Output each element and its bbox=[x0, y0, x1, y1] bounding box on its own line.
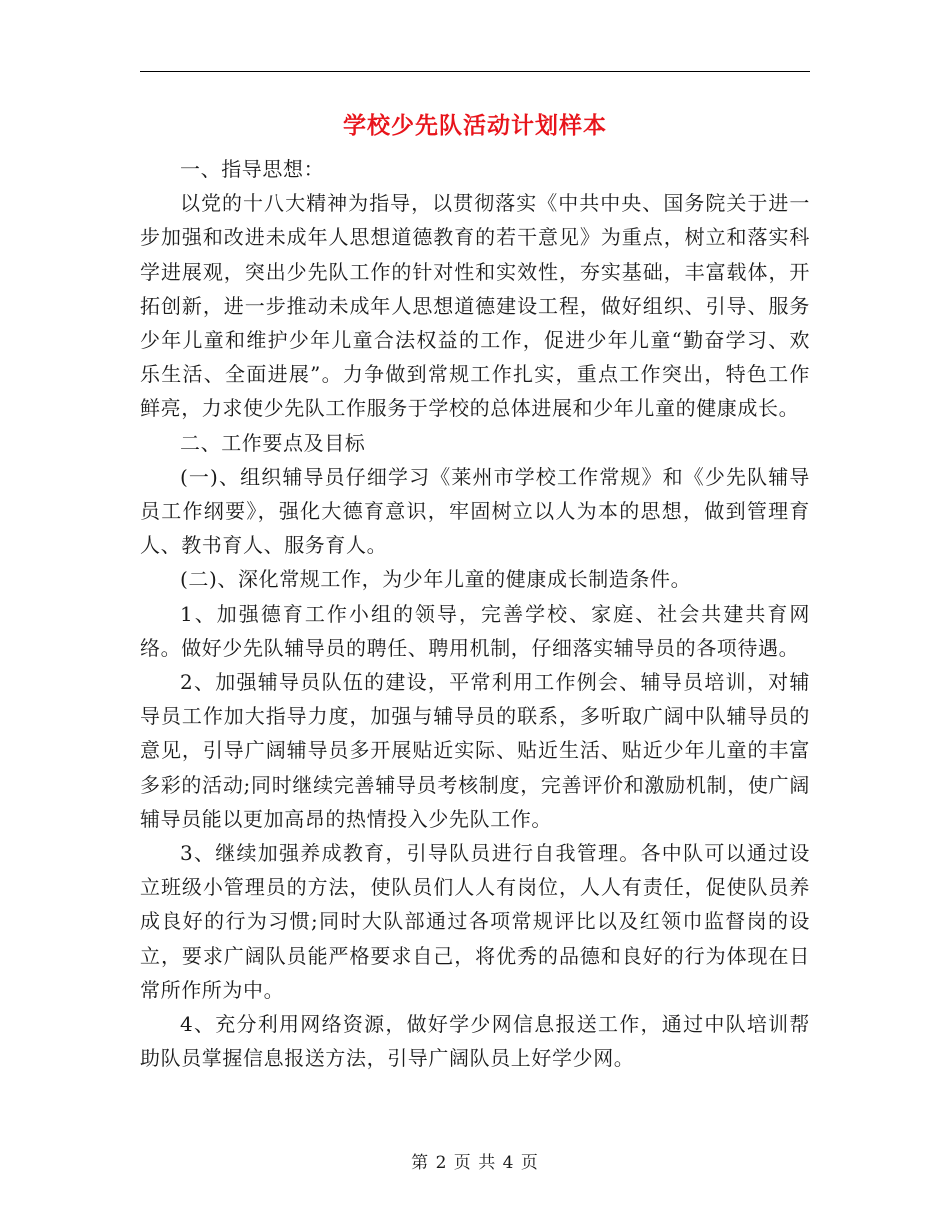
paragraph-guiding-ideology: 以党的十八大精神为指导，以贯彻落实《中共中央、国务院关于进一步加强和改进未成年人思想道德教育的若干意见》为重点，树立和落实科学进展观，突出少先队工作的针对性和实效性，夯实基础，丰富载体，开拓创新，进一步推动未成年人思想道德建设工程，做好组织、引导、服务少年儿童和维护少年儿童合法权益的工作，促进少年儿童“勤奋学习、欢乐生活、全面进展”。力争做到常规工作扎实，重点工作突出，特色工作鲜亮，力求使少先队工作服务于学校的总体进展和少年儿童的健康成长。 bbox=[140, 191, 810, 421]
paragraph-point-1: 1、加强德育工作小组的领导，完善学校、家庭、社会共建共育网络。做好少先队辅导员的聘任、聘用机制，仔细落实辅导员的各项待遇。 bbox=[140, 601, 810, 660]
document-body bbox=[140, 152, 810, 1075]
document-title: 学校少先队活动计划样本 bbox=[343, 112, 607, 139]
paragraph-point-4: 4、充分利用网络资源，做好学少网信息报送工作，通过中队培训帮助队员掌握信息报送方法，引导广阔队员上好学少网。 bbox=[140, 1012, 810, 1071]
section-heading-work-points: 二、工作要点及目标 bbox=[180, 430, 366, 455]
paragraph-point-2: 2、加强辅导员队伍的建设，平常利用工作例会、辅导员培训，对辅导员工作加大指导力度，加强与辅导员的联系，多听取广阔中队辅导员的意见，引导广阔辅导员多开展贴近实际、贴近生活、贴近少年儿童的丰富多彩的活动;同时继续完善辅导员考核制度，完善评价和激励机制，使广阔辅导员能以更加高昂的热情投入少先队工作。 bbox=[140, 670, 810, 831]
header-rule bbox=[140, 71, 810, 72]
paragraph-item-1: (一)、组织辅导员仔细学习《莱州市学校工作常规》和《少先队辅导员工作纲要》，强化大德育意识，牢固树立以人为本的思想，做到管理育人、教书育人、服务育人。 bbox=[140, 464, 810, 558]
page-number: 第 2 页 共 4 页 bbox=[411, 1153, 539, 1173]
section-heading-guiding-ideology: 一、指导思想： bbox=[180, 157, 325, 181]
paragraph-point-3: 3、继续加强养成教育，引导队员进行自我管理。各中队可以通过设立班级小管理员的方法，使队员们人人有岗位，人人有责任，促使队员养成良好的行为习惯;同时大队部通过各项常规评比以及红领巾监督岗的设立，要求广阔队员能严格要求自己，将优秀的品德和良好的行为体现在日常所作所为中。 bbox=[140, 841, 810, 1002]
paragraph-item-2: (二)、深化常规工作，为少年儿童的健康成长制造条件。 bbox=[180, 567, 692, 592]
